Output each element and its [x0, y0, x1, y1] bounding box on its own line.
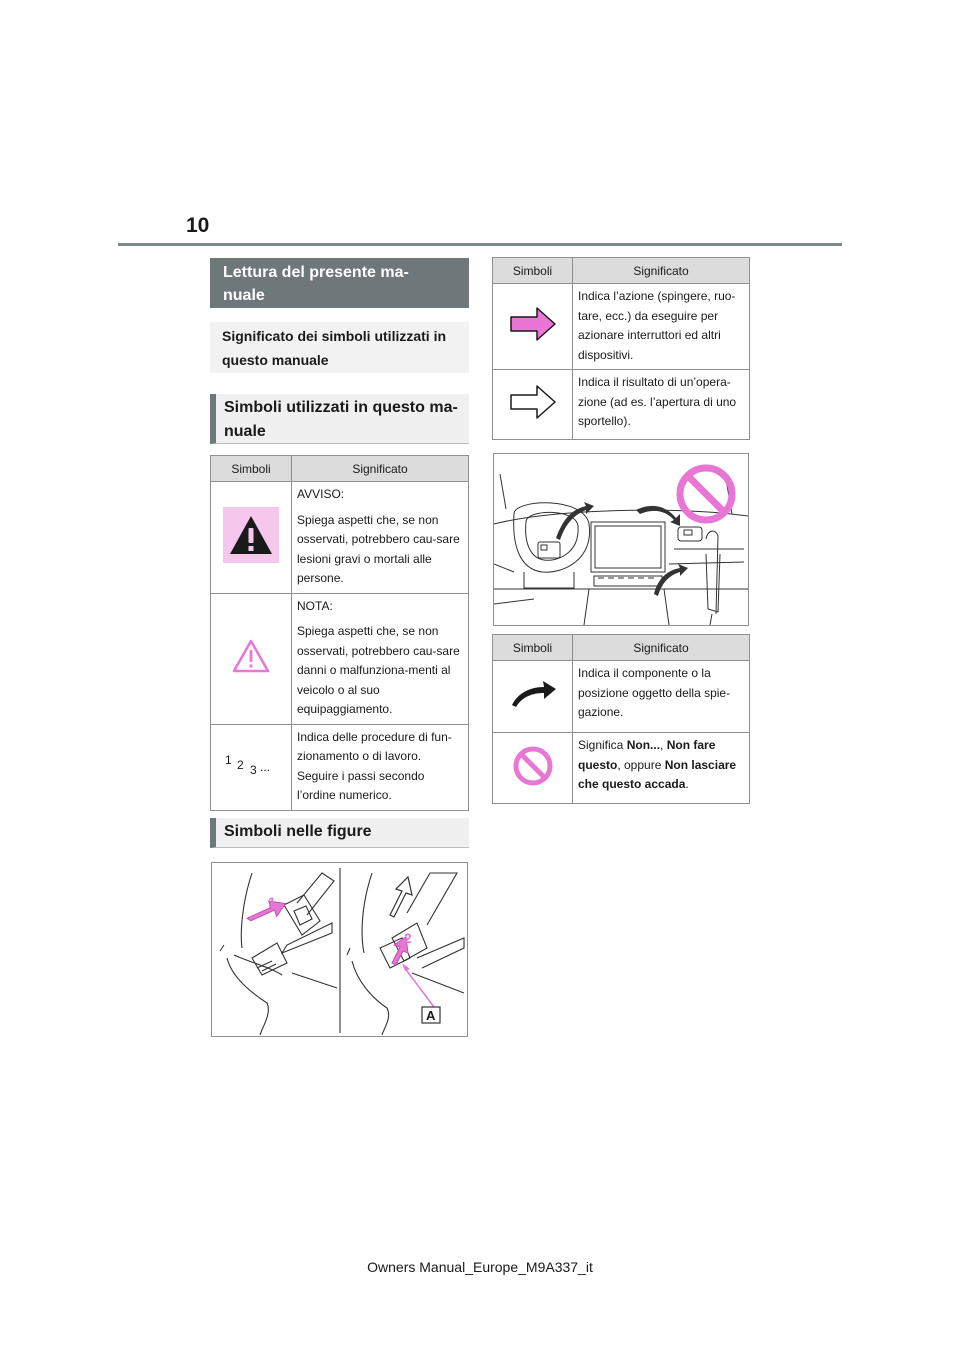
step-number-2: 2 [237, 757, 244, 772]
meaning-text: Indica il componente o la posizione oggetto della spie-gazione. [578, 666, 731, 719]
meaning-cell [573, 284, 750, 370]
text-part: , [660, 738, 667, 752]
symbol-cell [211, 482, 292, 594]
header-symbols: Simboli [493, 258, 573, 284]
meaning-text: Spiega aspetti che, se non osservati, potrebbero cau-sare danni o malfunziona-menti al veicolo o al suo equipaggiamento. [297, 624, 460, 716]
meaning-text: Spiega aspetti che, se non osservati, potrebbero cau-sare lesioni gravi o mortali alle persone. [297, 512, 460, 585]
header-meaning: Significato [292, 456, 469, 482]
meaning-text: Indica delle procedure di fun-zionamento o di lavoro. Seguire i passi secondo l’ordine numerico. [297, 729, 452, 802]
figure-symbols-table [492, 634, 750, 804]
section-heading-text: Simboli nelle figure [224, 823, 372, 840]
table-header-row [493, 635, 750, 661]
symbols-table [210, 455, 469, 811]
header-meaning: Significato [573, 635, 750, 661]
figure-label-1: 1 [268, 894, 276, 910]
symbol-cell [211, 593, 292, 724]
section-heading-line1: Simboli utilizzati in questo ma- [224, 399, 458, 416]
table-row [493, 661, 750, 733]
step-ellipsis: ... [260, 759, 271, 774]
header-symbols: Simboli [493, 635, 573, 661]
meaning-text: Indica l’azione (spingere, ruo-tare, ecc.) da eseguire per azionare interruttori ed altri dispositivi. [578, 289, 736, 362]
page-title-line2: nuale [223, 287, 265, 304]
step-number-3: 3 [250, 762, 257, 777]
table-row [493, 733, 750, 804]
dashboard-illustration [494, 454, 748, 625]
bold-text: Non... [626, 738, 661, 752]
meaning-cell [292, 593, 469, 724]
meaning-cell [573, 733, 750, 804]
meaning-cell [573, 370, 750, 440]
intro-line2: questo manuale [222, 352, 329, 368]
meaning-label: NOTA: [297, 598, 333, 613]
warning-triangle-icon [223, 507, 279, 563]
symbol-cell [493, 661, 573, 733]
intro-line1: Significato dei simboli utilizzati in [222, 328, 447, 344]
step-number-1: 1 [225, 752, 232, 767]
meaning-cell [292, 482, 469, 594]
table-row [211, 724, 469, 810]
meaning-cell [573, 661, 750, 733]
header-symbols: Simboli [211, 456, 292, 482]
meaning-label: AVVISO: [297, 487, 345, 501]
table-header-row [211, 456, 469, 482]
text-part: . [685, 777, 689, 791]
table-row [211, 482, 469, 594]
prohibition-icon [512, 745, 554, 787]
dashboard-figure [493, 453, 749, 626]
symbol-cell [211, 724, 292, 810]
symbol-cell [493, 284, 573, 370]
meaning-text [578, 736, 745, 795]
result-arrow-icon [509, 384, 557, 420]
seatbelt-illustration [212, 863, 467, 1036]
intro-box [210, 322, 469, 373]
table-row [493, 370, 750, 440]
page-title [210, 258, 469, 308]
caution-triangle-outline-icon [231, 638, 271, 674]
action-symbols-table [492, 257, 750, 440]
table-row [493, 284, 750, 370]
symbol-cell [493, 733, 573, 804]
table-header-row [493, 258, 750, 284]
action-arrow-icon [509, 306, 557, 342]
header-rule [118, 243, 842, 246]
meaning-cell [292, 724, 469, 810]
figure-label-a: A [426, 1008, 436, 1023]
text-part: , oppure [617, 757, 665, 772]
text-part: Significa [578, 738, 627, 752]
header-meaning: Significato [573, 258, 750, 284]
symbol-cell [493, 370, 573, 440]
page-footer: Owners Manual_Europe_M9A337_it [367, 1259, 593, 1275]
pointer-arrow-icon [508, 679, 558, 709]
figure-label-2: 2 [404, 930, 412, 946]
step-numbers-icon [221, 750, 281, 780]
page-title-line1: Lettura del presente ma- [223, 264, 409, 281]
bold-text: Non fare questo [578, 738, 716, 772]
section-heading-line2: nuale [224, 423, 266, 440]
section-heading-symbols [210, 394, 469, 444]
page-number: 10 [186, 214, 210, 237]
table-row [211, 593, 469, 724]
bold-text: Non lasciare che questo accada [578, 757, 737, 791]
section-heading-figures [210, 818, 469, 848]
seatbelt-figure [211, 862, 468, 1037]
meaning-text: Indica il risultato di un’opera-zione (ad es. l’apertura di uno sportello). [578, 375, 737, 428]
